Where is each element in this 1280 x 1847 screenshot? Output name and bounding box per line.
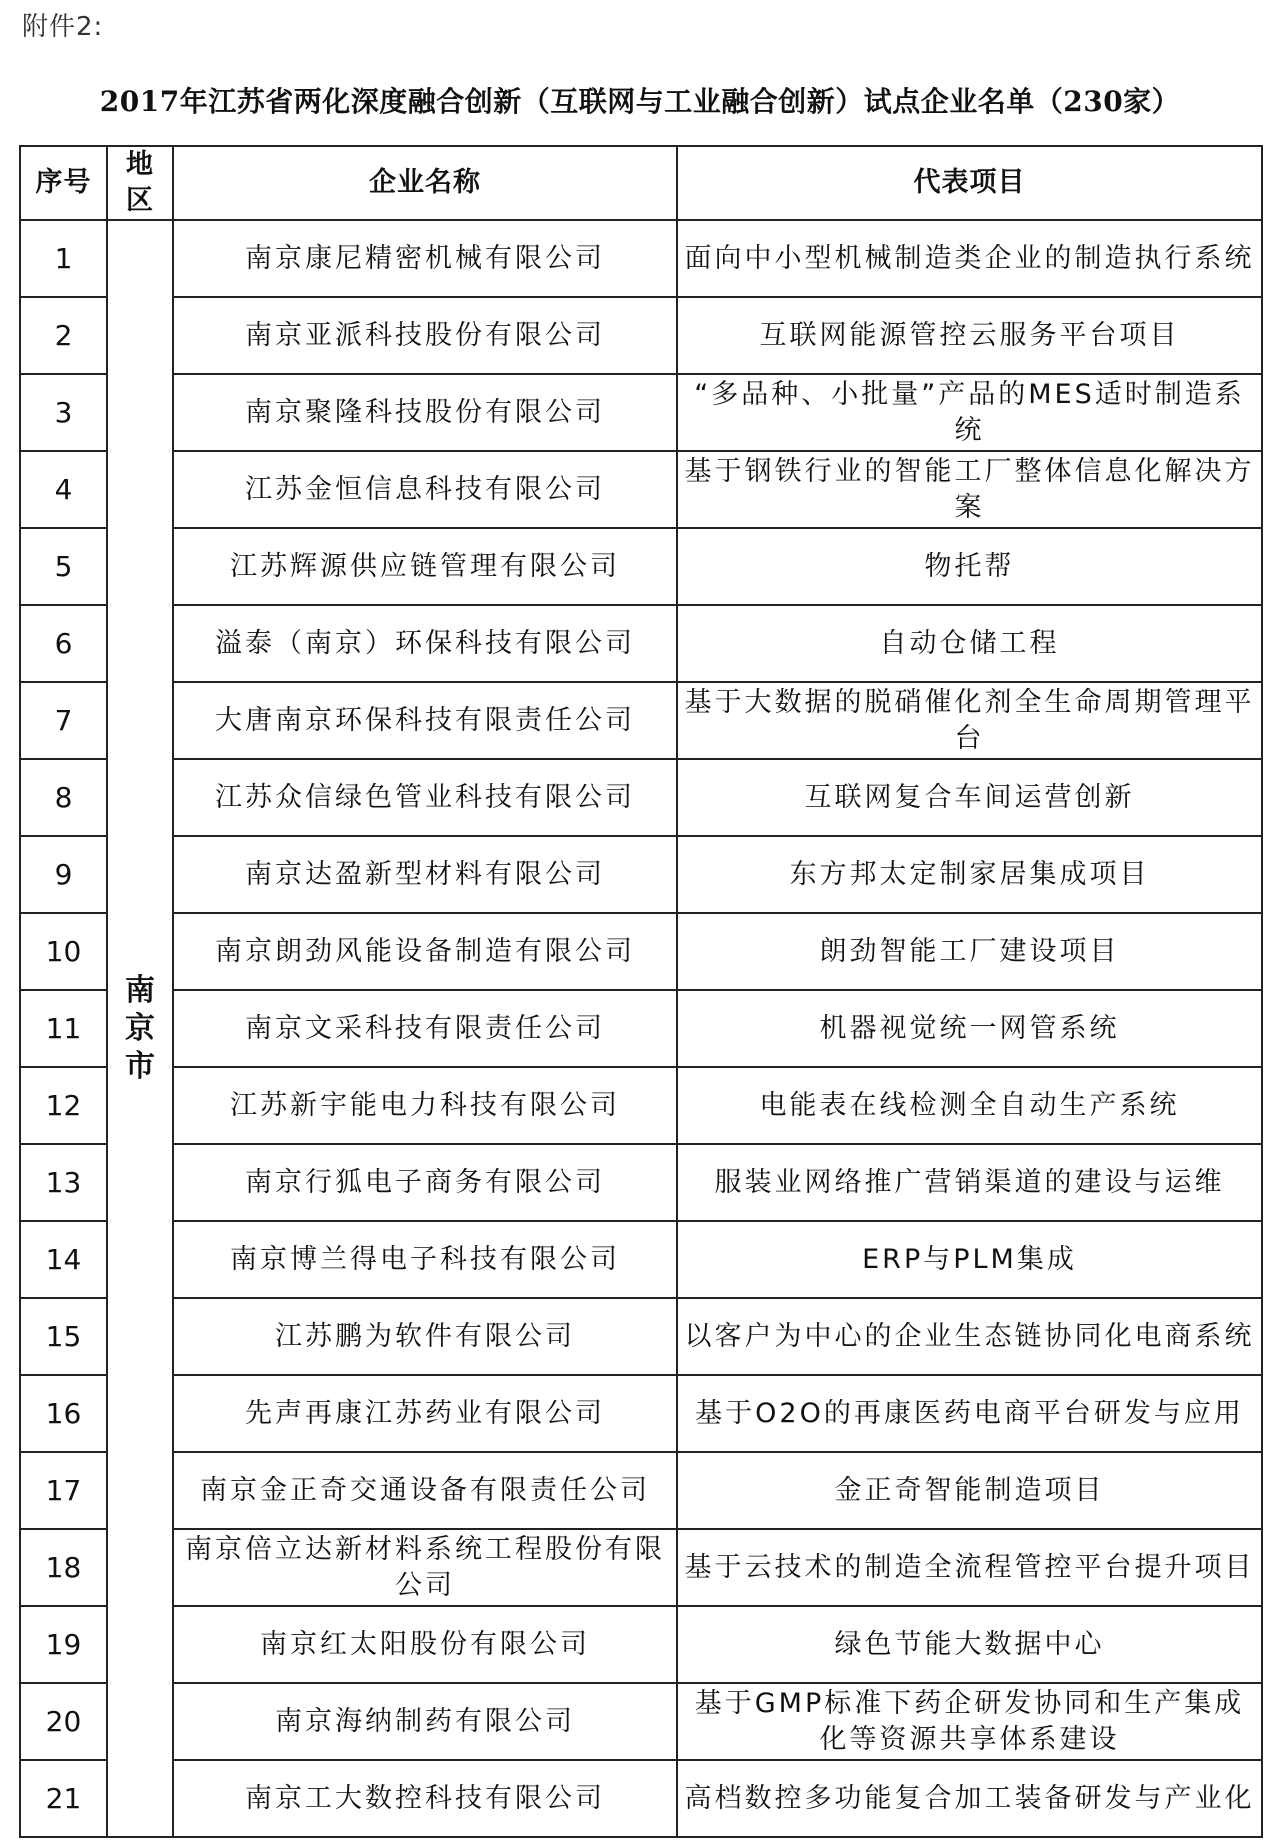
table-row [20,1529,1262,1606]
row-number: 1 [20,220,107,297]
row-number: 21 [20,1760,107,1837]
table-row [20,1452,1262,1529]
row-number: 18 [20,1529,107,1606]
project-name: 互联网复合车间运营创新 [677,759,1262,836]
row-number: 8 [20,759,107,836]
header-company: 企业名称 [173,146,677,220]
table-row [20,605,1262,682]
project-name: 高档数控多功能复合加工装备研发与产业化 [677,1760,1262,1837]
project-name: 基于GMP标准下药企研发协同和生产集成化等资源共享体系建设 [677,1683,1262,1760]
table-row [20,1067,1262,1144]
company-name: 先声再康江苏药业有限公司 [173,1375,677,1452]
row-number: 19 [20,1606,107,1683]
header-project: 代表项目 [677,146,1262,220]
region-cell [107,220,173,1837]
table-row [20,990,1262,1067]
table-row [20,297,1262,374]
header-no: 序号 [20,146,107,220]
row-number: 4 [20,451,107,528]
company-name: 江苏金恒信息科技有限公司 [173,451,677,528]
project-name: 朗劲智能工厂建设项目 [677,913,1262,990]
table-row [20,528,1262,605]
region-label: 南京市 [125,972,155,1084]
company-name: 江苏新宇能电力科技有限公司 [173,1067,677,1144]
row-number: 9 [20,836,107,913]
company-name: 大唐南京环保科技有限责任公司 [173,682,677,759]
company-name: 溢泰（南京）环保科技有限公司 [173,605,677,682]
project-name: 面向中小型机械制造类企业的制造执行系统 [677,220,1262,297]
row-number: 16 [20,1375,107,1452]
company-name: 南京工大数控科技有限公司 [173,1760,677,1837]
row-number: 2 [20,297,107,374]
company-name: 南京亚派科技股份有限公司 [173,297,677,374]
project-name: 绿色节能大数据中心 [677,1606,1262,1683]
row-number: 5 [20,528,107,605]
table-row [20,220,1262,297]
project-name: 自动仓储工程 [677,605,1262,682]
company-name: 南京达盈新型材料有限公司 [173,836,677,913]
enterprise-list-table [19,145,1263,1838]
row-number: 10 [20,913,107,990]
company-name: 南京倍立达新材料系统工程股份有限公司 [173,1529,677,1606]
attachment-label: 附件2: [22,12,104,42]
project-name: ERP与PLM集成 [677,1221,1262,1298]
project-name: 基于大数据的脱硝催化剂全生命周期管理平台 [677,682,1262,759]
company-name: 南京行狐电子商务有限公司 [173,1144,677,1221]
table-row [20,374,1262,451]
company-name: 南京聚隆科技股份有限公司 [173,374,677,451]
project-name: 以客户为中心的企业生态链协同化电商系统 [677,1298,1262,1375]
company-name: 江苏众信绿色管业科技有限公司 [173,759,677,836]
row-number: 11 [20,990,107,1067]
table-row [20,1221,1262,1298]
table-row [20,1144,1262,1221]
row-number: 3 [20,374,107,451]
row-number: 17 [20,1452,107,1529]
company-name: 江苏辉源供应链管理有限公司 [173,528,677,605]
project-name: 金正奇智能制造项目 [677,1452,1262,1529]
company-name: 南京金正奇交通设备有限责任公司 [173,1452,677,1529]
project-name: 电能表在线检测全自动生产系统 [677,1067,1262,1144]
row-number: 6 [20,605,107,682]
table-row [20,836,1262,913]
row-number: 15 [20,1298,107,1375]
table-row [20,682,1262,759]
table-row [20,1298,1262,1375]
table-header-row [20,146,1262,220]
company-name: 南京文采科技有限责任公司 [173,990,677,1067]
table-row [20,913,1262,990]
project-name: 基于O2O的再康医药电商平台研发与应用 [677,1375,1262,1452]
project-name: 基于钢铁行业的智能工厂整体信息化解决方案 [677,451,1262,528]
table-row [20,451,1262,528]
header-region: 地区 [107,146,173,220]
project-name: 东方邦太定制家居集成项目 [677,836,1262,913]
company-name: 江苏鹏为软件有限公司 [173,1298,677,1375]
table-row [20,1375,1262,1452]
row-number: 13 [20,1144,107,1221]
company-name: 南京博兰得电子科技有限公司 [173,1221,677,1298]
company-name: 南京红太阳股份有限公司 [173,1606,677,1683]
company-name: 南京朗劲风能设备制造有限公司 [173,913,677,990]
project-name: 物托帮 [677,528,1262,605]
project-name: 服装业网络推广营销渠道的建设与运维 [677,1144,1262,1221]
row-number: 14 [20,1221,107,1298]
table-row [20,1683,1262,1760]
table-body [20,220,1262,1837]
project-name: 互联网能源管控云服务平台项目 [677,297,1262,374]
table-row [20,1760,1262,1837]
row-number: 7 [20,682,107,759]
company-name: 南京海纳制药有限公司 [173,1683,677,1760]
table-row [20,1606,1262,1683]
document-title: 2017年江苏省两化深度融合创新（互联网与工业融合创新）试点企业名单（230家） [99,85,1181,118]
row-number: 12 [20,1067,107,1144]
project-name: 基于云技术的制造全流程管控平台提升项目 [677,1529,1262,1606]
row-number: 20 [20,1683,107,1760]
project-name: “多品种、小批量”产品的MES适时制造系统 [677,374,1262,451]
project-name: 机器视觉统一网管系统 [677,990,1262,1067]
company-name: 南京康尼精密机械有限公司 [173,220,677,297]
table-row [20,759,1262,836]
